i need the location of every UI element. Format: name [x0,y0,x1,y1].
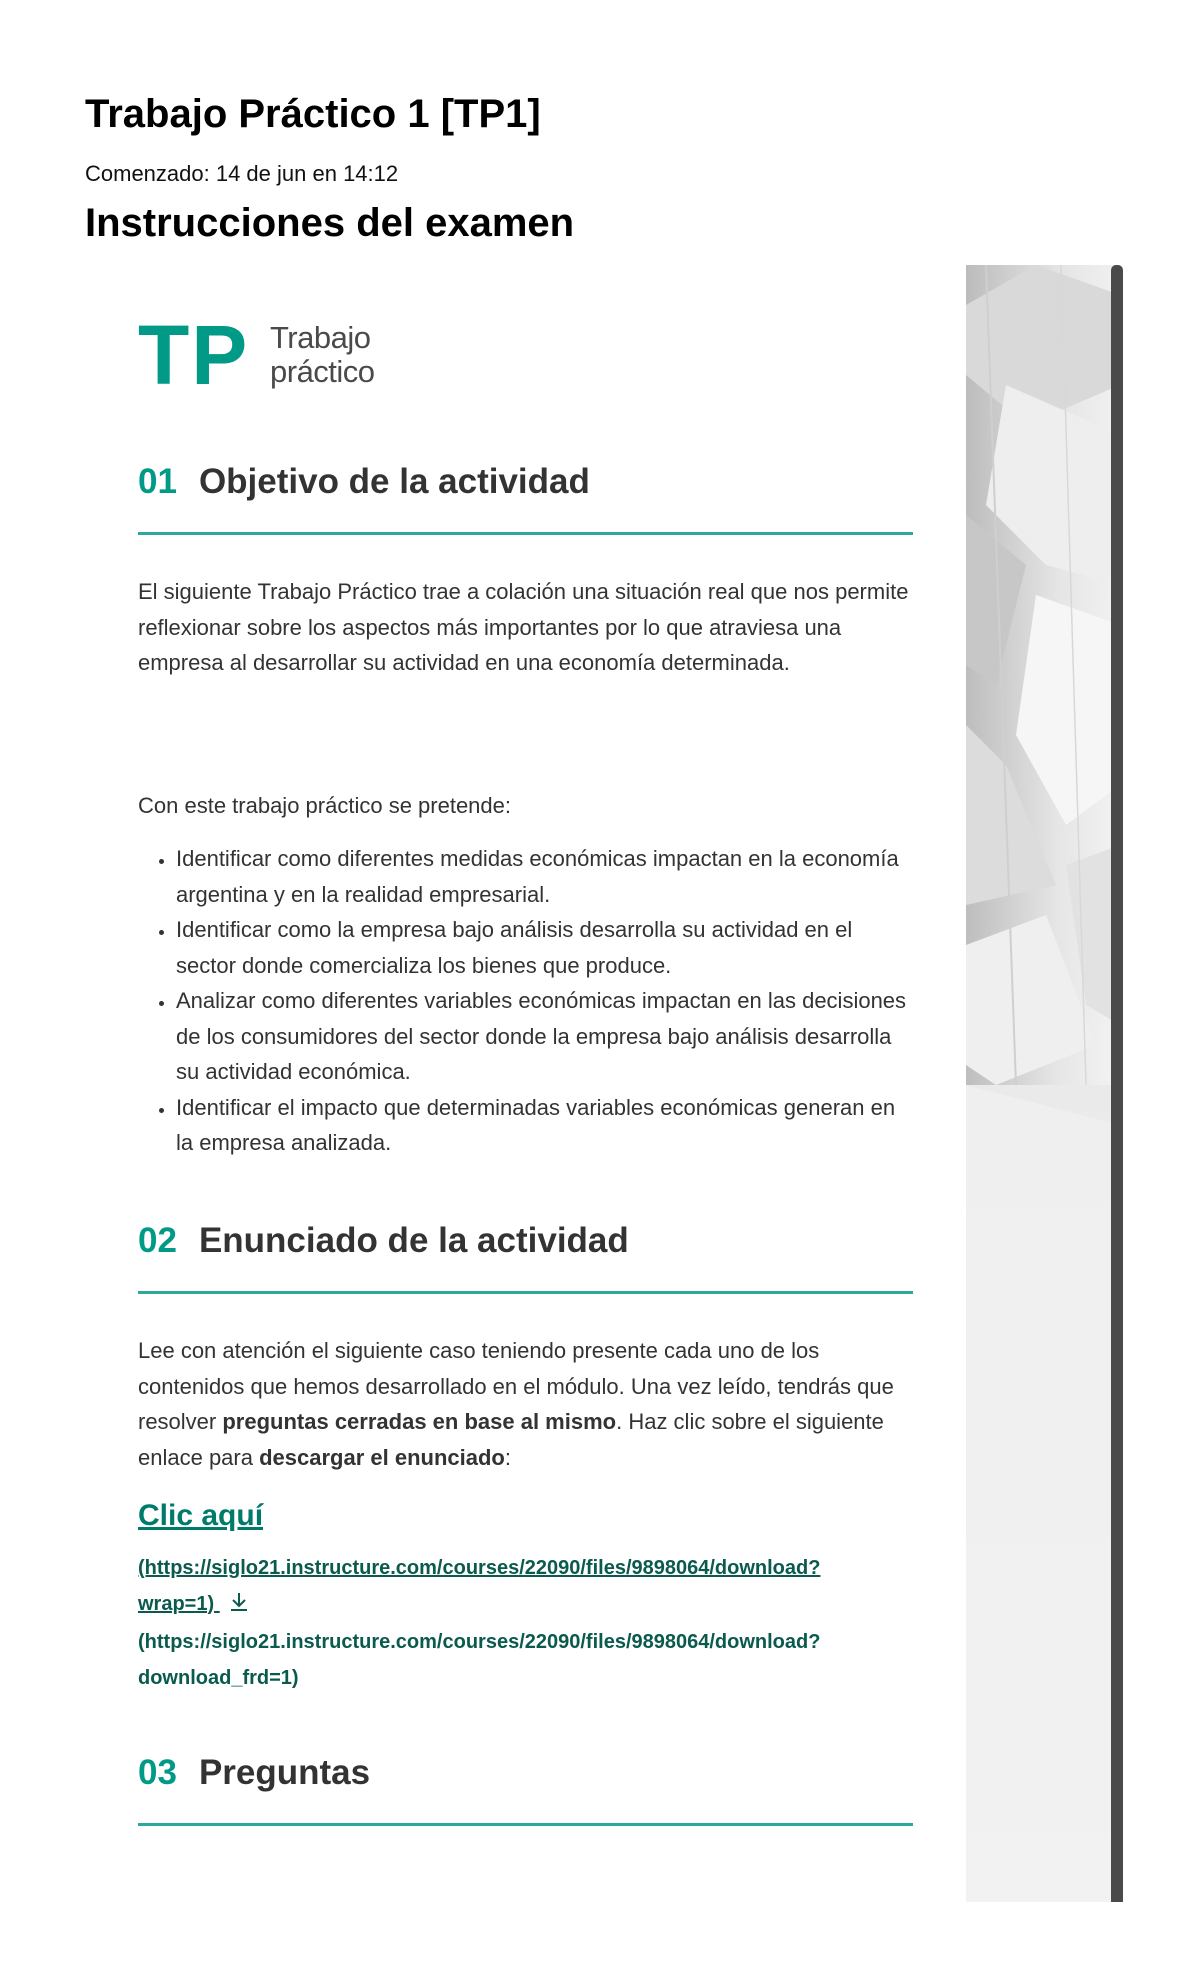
decorative-side-image [966,265,1120,1902]
tp-logo-line1: Trabajo [270,320,371,355]
tp-logo-mark: TP [138,308,250,402]
statement-paragraph [138,1333,913,1475]
list-item: • Identificar como la empresa bajo análisis desarrolla su actividad en el sector donde comercializa los bienes que produce. [176,912,913,983]
bold-phrase: preguntas cerradas en base al mismo [222,1409,617,1434]
section-divider [138,1823,913,1826]
statement-text: Lee con atención el siguiente caso teniendo presente cada uno de los contenidos que hemos desarrollado en el módulo. Una vez leído, tendrás que resolver preguntas cerradas en base al mismo. Haz clic sobre el siguiente enlace para descargar el enunciado: [138,1338,894,1470]
download-links [138,1551,913,1696]
page-title: Trabajo Práctico 1 [TP1] [85,92,541,136]
section-number: 01 [138,462,177,501]
section-heading-objective [138,464,913,499]
download-view-link[interactable]: (https://siglo21.instructure.com/courses/22090/files/9898064/download? wrap=1) [138,1557,821,1615]
tp-logo-line2: práctico [270,354,375,389]
objective-paragraph [138,574,913,681]
started-timestamp: Comenzado: 14 de jun en 14:12 [85,161,399,186]
section-title: Enunciado de la actividad [198,1221,629,1260]
section-divider [138,532,913,535]
objective-intro-text: Con este trabajo práctico se pretende: [138,793,512,818]
instructions-title: Instrucciones del examen [85,201,575,245]
bold-phrase: descargar el enunciado [259,1444,505,1470]
download-icon[interactable] [228,1590,250,1626]
list-item: • Identificar como diferentes medidas económicas impactan en la economía argentina y en la realidad empresarial. [176,841,913,912]
objective-intro [138,788,913,824]
download-link-clic-aqui[interactable]: Clic aquí [138,1499,264,1532]
section-number: 03 [138,1753,177,1792]
geometric-pattern-icon [966,265,1120,1902]
download-file-link[interactable]: (https://siglo21.instructure.com/courses/22090/files/9898064/download? download_frd=1) [138,1631,821,1689]
scrollbar[interactable] [1111,265,1123,1902]
section-divider [138,1291,913,1294]
section-title: Objetivo de la actividad [198,462,590,501]
section-number: 02 [138,1221,177,1260]
section-heading-questions [138,1755,913,1790]
objective-bullet-list [138,841,913,1161]
tp-logo-text [270,321,375,389]
list-item: • Identificar el impacto que determinadas variables económicas generan en la empresa analizada. [176,1090,913,1161]
section-title: Preguntas [198,1753,371,1792]
objective-text: El siguiente Trabajo Práctico trae a colación una situación real que nos permite reflexionar sobre los aspectos más importantes por lo que atraviesa una empresa al desarrollar su actividad en una economía determinada. [138,579,909,675]
section-heading-statement [138,1223,913,1258]
list-item: • Analizar como diferentes variables económicas impactan en las decisiones de los consumidores del sector donde la empresa bajo análisis desarrolla su actividad económica. [176,983,913,1090]
